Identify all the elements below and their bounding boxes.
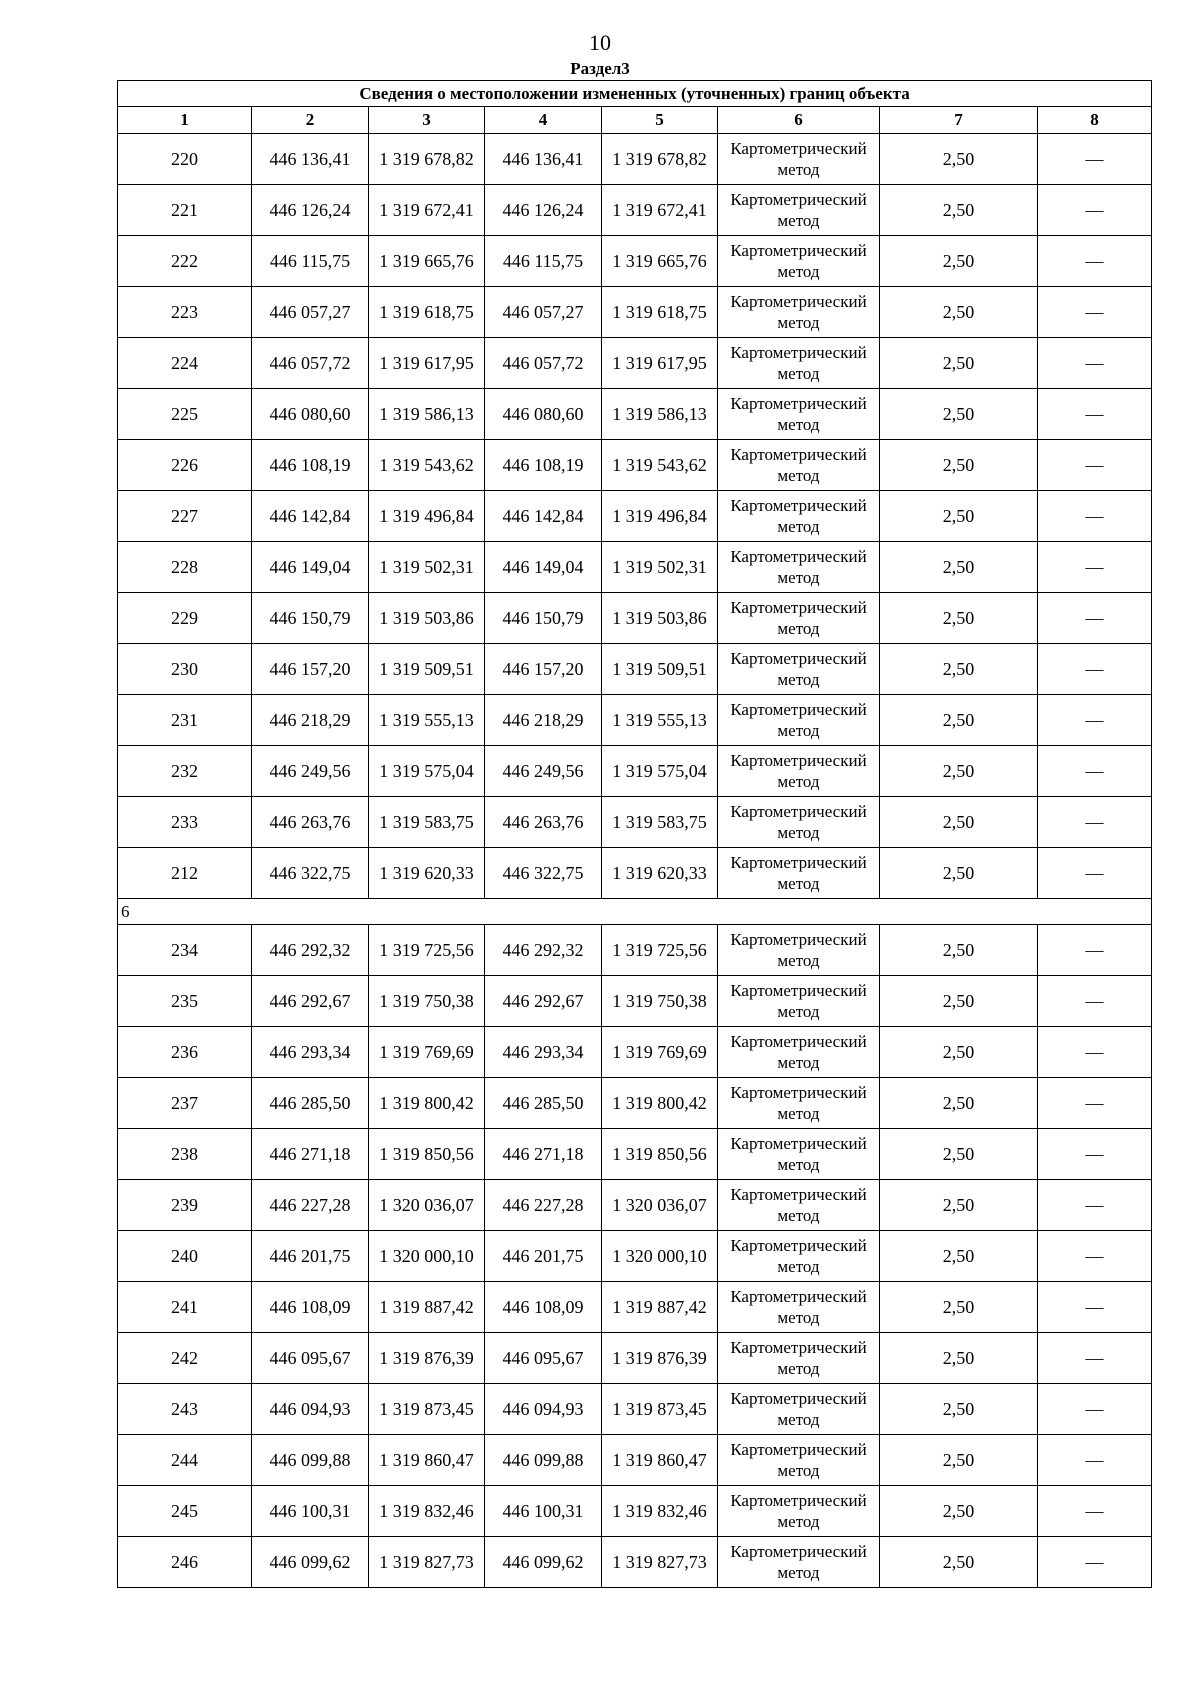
method: Картометрический метод (718, 1129, 880, 1180)
point-number: 224 (118, 338, 252, 389)
point-number: 234 (118, 925, 252, 976)
table-row (118, 848, 1152, 899)
accuracy: 2,50 (880, 1486, 1038, 1537)
x-coordinate-old: 446 094,93 (252, 1384, 369, 1435)
y-coordinate-old: 1 319 850,56 (369, 1129, 485, 1180)
x-coordinate-old: 446 218,29 (252, 695, 369, 746)
method: Картометрический метод (718, 491, 880, 542)
point-number: 233 (118, 797, 252, 848)
column-number: 5 (602, 107, 718, 134)
point-number: 243 (118, 1384, 252, 1435)
x-coordinate-new: 446 263,76 (485, 797, 602, 848)
note: — (1038, 440, 1152, 491)
column-number: 4 (485, 107, 602, 134)
note: — (1038, 542, 1152, 593)
point-number: 235 (118, 976, 252, 1027)
method: Картометрический метод (718, 1333, 880, 1384)
y-coordinate-new: 1 319 876,39 (602, 1333, 718, 1384)
x-coordinate-new: 446 142,84 (485, 491, 602, 542)
accuracy: 2,50 (880, 1384, 1038, 1435)
method: Картометрический метод (718, 542, 880, 593)
table-row (118, 1129, 1152, 1180)
accuracy: 2,50 (880, 389, 1038, 440)
method: Картометрический метод (718, 925, 880, 976)
note: — (1038, 134, 1152, 185)
x-coordinate-new: 446 292,67 (485, 976, 602, 1027)
x-coordinate-old: 446 095,67 (252, 1333, 369, 1384)
accuracy: 2,50 (880, 236, 1038, 287)
y-coordinate-old: 1 319 750,38 (369, 976, 485, 1027)
x-coordinate-old: 446 057,72 (252, 338, 369, 389)
y-coordinate-old: 1 319 887,42 (369, 1282, 485, 1333)
x-coordinate-old: 446 115,75 (252, 236, 369, 287)
point-number: 231 (118, 695, 252, 746)
x-coordinate-new: 446 285,50 (485, 1078, 602, 1129)
table-row (118, 134, 1152, 185)
method: Картометрический метод (718, 1282, 880, 1333)
x-coordinate-old: 446 227,28 (252, 1180, 369, 1231)
y-coordinate-old: 1 319 617,95 (369, 338, 485, 389)
table-row (118, 287, 1152, 338)
y-coordinate-new: 1 319 750,38 (602, 976, 718, 1027)
y-coordinate-new: 1 319 620,33 (602, 848, 718, 899)
accuracy: 2,50 (880, 1078, 1038, 1129)
point-number: 238 (118, 1129, 252, 1180)
x-coordinate-new: 446 227,28 (485, 1180, 602, 1231)
note: — (1038, 746, 1152, 797)
x-coordinate-old: 446 157,20 (252, 644, 369, 695)
note: — (1038, 695, 1152, 746)
note: — (1038, 976, 1152, 1027)
accuracy: 2,50 (880, 925, 1038, 976)
note: — (1038, 644, 1152, 695)
y-coordinate-old: 1 320 000,10 (369, 1231, 485, 1282)
method: Картометрический метод (718, 746, 880, 797)
method: Картометрический метод (718, 848, 880, 899)
table-row (118, 1180, 1152, 1231)
y-coordinate-old: 1 319 575,04 (369, 746, 485, 797)
note: — (1038, 1384, 1152, 1435)
note: — (1038, 1129, 1152, 1180)
x-coordinate-old: 446 108,09 (252, 1282, 369, 1333)
y-coordinate-new: 1 319 678,82 (602, 134, 718, 185)
method: Картометрический метод (718, 236, 880, 287)
y-coordinate-old: 1 319 876,39 (369, 1333, 485, 1384)
y-coordinate-new: 1 319 827,73 (602, 1537, 718, 1588)
accuracy: 2,50 (880, 1180, 1038, 1231)
method: Картометрический метод (718, 440, 880, 491)
accuracy: 2,50 (880, 1129, 1038, 1180)
x-coordinate-old: 446 149,04 (252, 542, 369, 593)
x-coordinate-new: 446 057,72 (485, 338, 602, 389)
x-coordinate-old: 446 099,88 (252, 1435, 369, 1486)
table-row (118, 644, 1152, 695)
note: — (1038, 848, 1152, 899)
accuracy: 2,50 (880, 542, 1038, 593)
page-number: 10 (589, 30, 611, 55)
y-coordinate-new: 1 319 575,04 (602, 746, 718, 797)
table-row (118, 695, 1152, 746)
x-coordinate-old: 446 292,67 (252, 976, 369, 1027)
x-coordinate-old: 446 100,31 (252, 1486, 369, 1537)
method: Картометрический метод (718, 1537, 880, 1588)
x-coordinate-new: 446 094,93 (485, 1384, 602, 1435)
note: — (1038, 925, 1152, 976)
accuracy: 2,50 (880, 976, 1038, 1027)
y-coordinate-old: 1 319 672,41 (369, 185, 485, 236)
x-coordinate-old: 446 292,32 (252, 925, 369, 976)
table-row (118, 593, 1152, 644)
column-number-row (118, 107, 1152, 134)
x-coordinate-new: 446 080,60 (485, 389, 602, 440)
x-coordinate-new: 446 218,29 (485, 695, 602, 746)
y-coordinate-old: 1 319 509,51 (369, 644, 485, 695)
x-coordinate-new: 446 057,27 (485, 287, 602, 338)
x-coordinate-old: 446 099,62 (252, 1537, 369, 1588)
y-coordinate-new: 1 319 665,76 (602, 236, 718, 287)
x-coordinate-old: 446 263,76 (252, 797, 369, 848)
table-row (118, 976, 1152, 1027)
boundary-table (117, 80, 1152, 1588)
point-number: 226 (118, 440, 252, 491)
x-coordinate-old: 446 322,75 (252, 848, 369, 899)
accuracy: 2,50 (880, 440, 1038, 491)
y-coordinate-old: 1 319 800,42 (369, 1078, 485, 1129)
column-number: 6 (718, 107, 880, 134)
x-coordinate-old: 446 249,56 (252, 746, 369, 797)
column-number: 8 (1038, 107, 1152, 134)
accuracy: 2,50 (880, 185, 1038, 236)
point-number: 223 (118, 287, 252, 338)
y-coordinate-new: 1 319 618,75 (602, 287, 718, 338)
accuracy: 2,50 (880, 848, 1038, 899)
method: Картометрический метод (718, 338, 880, 389)
y-coordinate-old: 1 319 583,75 (369, 797, 485, 848)
x-coordinate-new: 446 095,67 (485, 1333, 602, 1384)
point-number: 239 (118, 1180, 252, 1231)
contour-label: 6 (118, 899, 1152, 925)
y-coordinate-old: 1 319 725,56 (369, 925, 485, 976)
point-number: 241 (118, 1282, 252, 1333)
column-number: 2 (252, 107, 369, 134)
note: — (1038, 593, 1152, 644)
x-coordinate-new: 446 150,79 (485, 593, 602, 644)
point-number: 246 (118, 1537, 252, 1588)
y-coordinate-old: 1 319 586,13 (369, 389, 485, 440)
table-row (118, 185, 1152, 236)
y-coordinate-old: 1 319 665,76 (369, 236, 485, 287)
note: — (1038, 185, 1152, 236)
y-coordinate-new: 1 319 887,42 (602, 1282, 718, 1333)
note: — (1038, 338, 1152, 389)
y-coordinate-old: 1 319 832,46 (369, 1486, 485, 1537)
y-coordinate-new: 1 319 832,46 (602, 1486, 718, 1537)
y-coordinate-old: 1 319 496,84 (369, 491, 485, 542)
y-coordinate-new: 1 319 583,75 (602, 797, 718, 848)
accuracy: 2,50 (880, 797, 1038, 848)
x-coordinate-new: 446 108,19 (485, 440, 602, 491)
y-coordinate-new: 1 319 850,56 (602, 1129, 718, 1180)
point-number: 232 (118, 746, 252, 797)
note: — (1038, 1537, 1152, 1588)
table-row (118, 389, 1152, 440)
y-coordinate-new: 1 319 672,41 (602, 185, 718, 236)
y-coordinate-old: 1 319 827,73 (369, 1537, 485, 1588)
y-coordinate-new: 1 319 800,42 (602, 1078, 718, 1129)
point-number: 236 (118, 1027, 252, 1078)
note: — (1038, 1078, 1152, 1129)
note: — (1038, 287, 1152, 338)
x-coordinate-new: 446 157,20 (485, 644, 602, 695)
y-coordinate-new: 1 319 586,13 (602, 389, 718, 440)
y-coordinate-new: 1 319 769,69 (602, 1027, 718, 1078)
note: — (1038, 1486, 1152, 1537)
method: Картометрический метод (718, 593, 880, 644)
accuracy: 2,50 (880, 134, 1038, 185)
column-number: 1 (118, 107, 252, 134)
section-title: Раздел3 (570, 59, 630, 78)
y-coordinate-old: 1 319 620,33 (369, 848, 485, 899)
note: — (1038, 1027, 1152, 1078)
accuracy: 2,50 (880, 746, 1038, 797)
x-coordinate-old: 446 285,50 (252, 1078, 369, 1129)
point-number: 240 (118, 1231, 252, 1282)
table-row (118, 338, 1152, 389)
table-row (118, 1078, 1152, 1129)
x-coordinate-new: 446 149,04 (485, 542, 602, 593)
table-row (118, 1435, 1152, 1486)
point-number: 221 (118, 185, 252, 236)
y-coordinate-old: 1 319 502,31 (369, 542, 485, 593)
x-coordinate-new: 446 136,41 (485, 134, 602, 185)
point-number: 229 (118, 593, 252, 644)
x-coordinate-old: 446 271,18 (252, 1129, 369, 1180)
x-coordinate-old: 446 293,34 (252, 1027, 369, 1078)
accuracy: 2,50 (880, 1027, 1038, 1078)
contour-label-row (118, 899, 1152, 925)
note: — (1038, 1333, 1152, 1384)
x-coordinate-old: 446 136,41 (252, 134, 369, 185)
table-row (118, 746, 1152, 797)
x-coordinate-new: 446 249,56 (485, 746, 602, 797)
y-coordinate-new: 1 319 543,62 (602, 440, 718, 491)
point-number: 244 (118, 1435, 252, 1486)
x-coordinate-old: 446 201,75 (252, 1231, 369, 1282)
method: Картометрический метод (718, 976, 880, 1027)
table-row (118, 542, 1152, 593)
point-number: 220 (118, 134, 252, 185)
x-coordinate-new: 446 099,88 (485, 1435, 602, 1486)
note: — (1038, 1180, 1152, 1231)
x-coordinate-new: 446 126,24 (485, 185, 602, 236)
x-coordinate-old: 446 108,19 (252, 440, 369, 491)
x-coordinate-new: 446 201,75 (485, 1231, 602, 1282)
y-coordinate-old: 1 319 678,82 (369, 134, 485, 185)
method: Картометрический метод (718, 644, 880, 695)
accuracy: 2,50 (880, 491, 1038, 542)
y-coordinate-new: 1 319 509,51 (602, 644, 718, 695)
y-coordinate-new: 1 319 725,56 (602, 925, 718, 976)
table-row (118, 236, 1152, 287)
table-row (118, 797, 1152, 848)
x-coordinate-new: 446 293,34 (485, 1027, 602, 1078)
method: Картометрический метод (718, 1180, 880, 1231)
note: — (1038, 389, 1152, 440)
method: Картометрический метод (718, 1231, 880, 1282)
x-coordinate-new: 446 271,18 (485, 1129, 602, 1180)
point-number: 245 (118, 1486, 252, 1537)
x-coordinate-new: 446 108,09 (485, 1282, 602, 1333)
accuracy: 2,50 (880, 1537, 1038, 1588)
accuracy: 2,50 (880, 1435, 1038, 1486)
method: Картометрический метод (718, 389, 880, 440)
point-number: 227 (118, 491, 252, 542)
method: Картометрический метод (718, 797, 880, 848)
note: — (1038, 797, 1152, 848)
x-coordinate-new: 446 292,32 (485, 925, 602, 976)
x-coordinate-old: 446 142,84 (252, 491, 369, 542)
y-coordinate-old: 1 319 873,45 (369, 1384, 485, 1435)
table-row (118, 1537, 1152, 1588)
method: Картометрический метод (718, 1078, 880, 1129)
point-number: 228 (118, 542, 252, 593)
y-coordinate-old: 1 319 555,13 (369, 695, 485, 746)
x-coordinate-new: 446 099,62 (485, 1537, 602, 1588)
x-coordinate-old: 446 150,79 (252, 593, 369, 644)
y-coordinate-new: 1 319 503,86 (602, 593, 718, 644)
method: Картометрический метод (718, 1384, 880, 1435)
y-coordinate-new: 1 319 860,47 (602, 1435, 718, 1486)
note: — (1038, 1282, 1152, 1333)
table-title: Сведения о местоположении измененных (уточненных) границ объекта (118, 81, 1152, 107)
method: Картометрический метод (718, 695, 880, 746)
table-row (118, 1333, 1152, 1384)
y-coordinate-old: 1 319 769,69 (369, 1027, 485, 1078)
y-coordinate-new: 1 319 873,45 (602, 1384, 718, 1435)
point-number: 222 (118, 236, 252, 287)
column-number: 7 (880, 107, 1038, 134)
table-row (118, 491, 1152, 542)
method: Картометрический метод (718, 1027, 880, 1078)
accuracy: 2,50 (880, 593, 1038, 644)
note: — (1038, 236, 1152, 287)
y-coordinate-new: 1 320 000,10 (602, 1231, 718, 1282)
y-coordinate-old: 1 319 618,75 (369, 287, 485, 338)
method: Картометрический метод (718, 287, 880, 338)
accuracy: 2,50 (880, 695, 1038, 746)
accuracy: 2,50 (880, 1231, 1038, 1282)
point-number: 237 (118, 1078, 252, 1129)
table-row (118, 1231, 1152, 1282)
table-row (118, 1282, 1152, 1333)
note: — (1038, 491, 1152, 542)
note: — (1038, 1435, 1152, 1486)
method: Картометрический метод (718, 185, 880, 236)
y-coordinate-old: 1 319 503,86 (369, 593, 485, 644)
accuracy: 2,50 (880, 338, 1038, 389)
note: — (1038, 1231, 1152, 1282)
x-coordinate-new: 446 322,75 (485, 848, 602, 899)
method: Картометрический метод (718, 1486, 880, 1537)
table-row (118, 440, 1152, 491)
column-number: 3 (369, 107, 485, 134)
x-coordinate-old: 446 057,27 (252, 287, 369, 338)
x-coordinate-old: 446 080,60 (252, 389, 369, 440)
y-coordinate-new: 1 319 502,31 (602, 542, 718, 593)
y-coordinate-old: 1 319 543,62 (369, 440, 485, 491)
y-coordinate-new: 1 319 555,13 (602, 695, 718, 746)
x-coordinate-new: 446 115,75 (485, 236, 602, 287)
method: Картометрический метод (718, 1435, 880, 1486)
table-row (118, 1486, 1152, 1537)
y-coordinate-old: 1 320 036,07 (369, 1180, 485, 1231)
y-coordinate-new: 1 320 036,07 (602, 1180, 718, 1231)
accuracy: 2,50 (880, 1333, 1038, 1384)
y-coordinate-new: 1 319 496,84 (602, 491, 718, 542)
accuracy: 2,50 (880, 287, 1038, 338)
x-coordinate-old: 446 126,24 (252, 185, 369, 236)
accuracy: 2,50 (880, 644, 1038, 695)
y-coordinate-new: 1 319 617,95 (602, 338, 718, 389)
point-number: 242 (118, 1333, 252, 1384)
x-coordinate-new: 446 100,31 (485, 1486, 602, 1537)
point-number: 225 (118, 389, 252, 440)
point-number: 230 (118, 644, 252, 695)
y-coordinate-old: 1 319 860,47 (369, 1435, 485, 1486)
method: Картометрический метод (718, 134, 880, 185)
table-row (118, 1384, 1152, 1435)
table-row (118, 1027, 1152, 1078)
table-row (118, 925, 1152, 976)
accuracy: 2,50 (880, 1282, 1038, 1333)
point-number: 212 (118, 848, 252, 899)
